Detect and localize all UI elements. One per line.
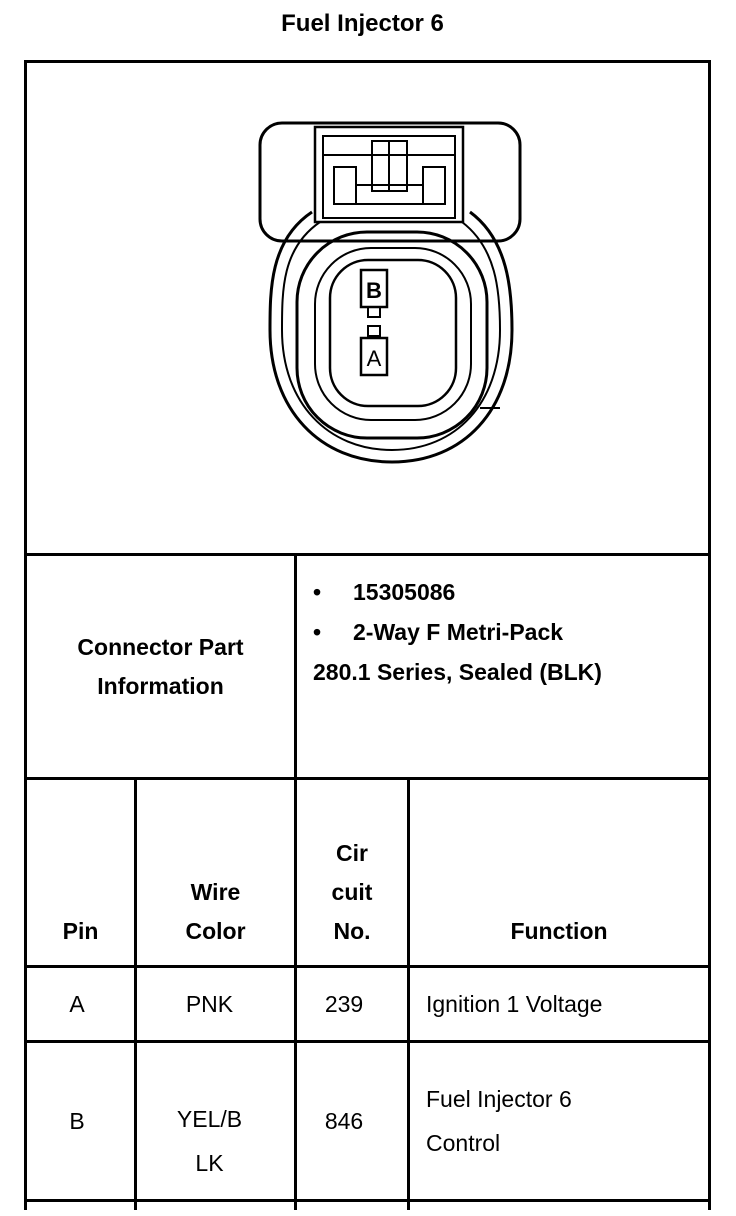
part-info-item: • 2-Way F Metri-Pack bbox=[313, 619, 564, 645]
header-wire-color: Wire Color bbox=[185, 879, 246, 944]
part-series: 2-Way F Metri-Pack bbox=[353, 619, 564, 645]
part-info-item: • 15305086 bbox=[313, 579, 456, 605]
row-b-pin: B bbox=[69, 1107, 85, 1134]
part-info-continuation: 280.1 Series, Sealed (BLK) bbox=[313, 659, 602, 685]
row-b-circuit-no: 846 bbox=[324, 1107, 364, 1134]
row-b-function: Fuel Injector 6 Control bbox=[426, 1086, 572, 1156]
terminal-b-label: B bbox=[366, 278, 382, 303]
row-a-wire-color: PNK bbox=[185, 990, 234, 1017]
divider-table-bottom bbox=[24, 1199, 711, 1202]
terminal-a-label: A bbox=[366, 346, 382, 371]
header-pin: Pin bbox=[62, 918, 99, 944]
header-circuit-no: Cir cuit No. bbox=[331, 840, 373, 944]
part-number: 15305086 bbox=[353, 579, 456, 605]
row-a-circuit-no: 239 bbox=[324, 990, 364, 1017]
row-a-function: Ignition 1 Voltage bbox=[426, 990, 603, 1017]
part-info-list bbox=[313, 572, 602, 692]
row-a-pin: A bbox=[69, 990, 85, 1017]
row-b-wire-color: YEL/B LK bbox=[176, 1106, 243, 1176]
part-info-label: Connector Part Information bbox=[77, 633, 244, 699]
page-title: Fuel Injector 6 bbox=[281, 10, 444, 37]
connector-face-diagram bbox=[26, 63, 708, 553]
header-function: Function bbox=[510, 918, 608, 944]
